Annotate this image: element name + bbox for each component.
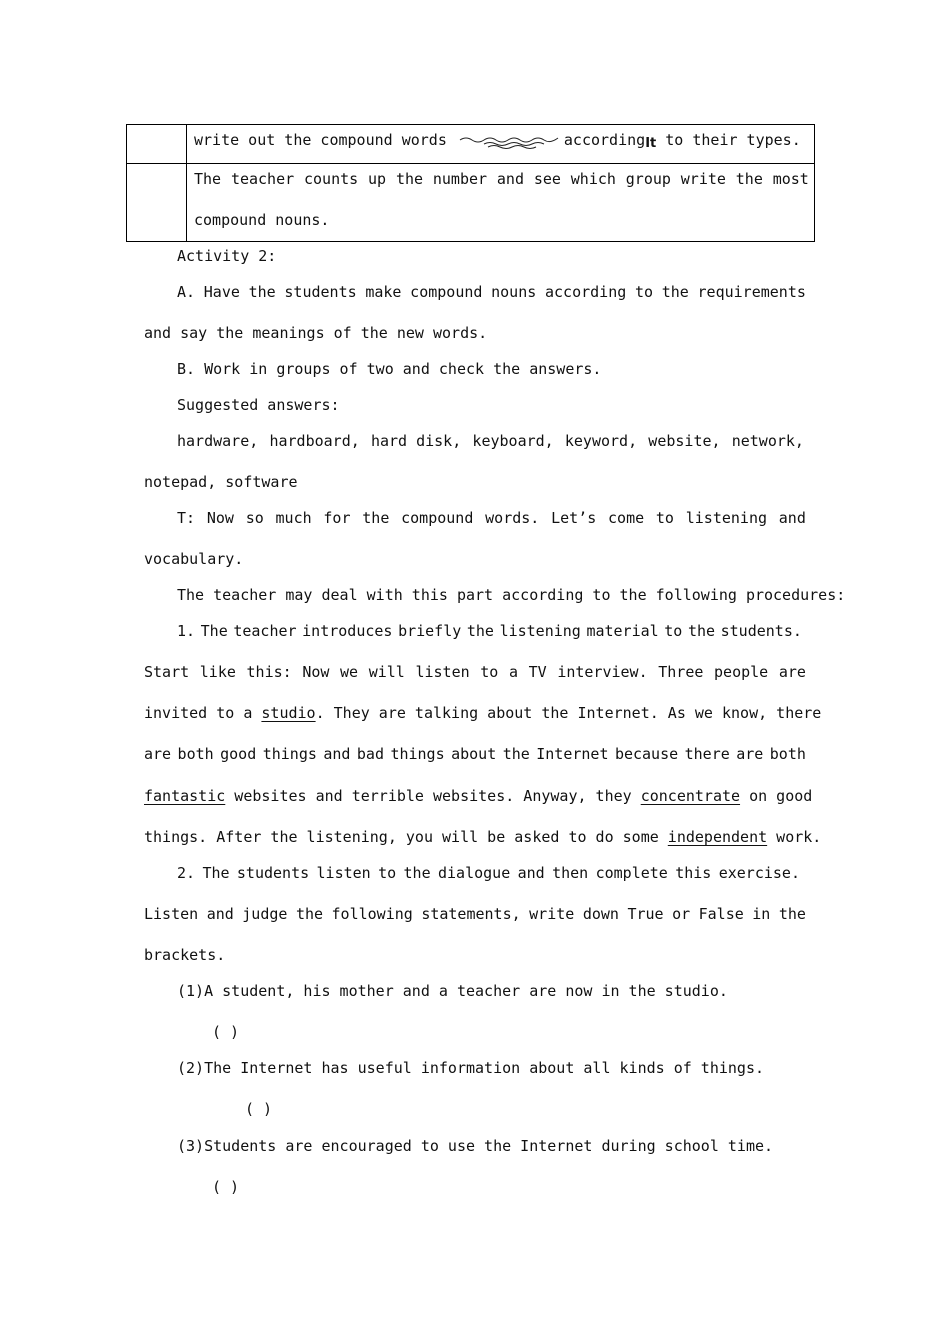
lesson-table (126, 124, 815, 242)
wavy-underline-mark (458, 132, 562, 150)
word: and (778, 509, 806, 527)
word: listen (415, 663, 470, 681)
word: and (323, 745, 351, 763)
line5-mid: websites and terrible websites. Anyway, they (225, 787, 641, 805)
word: down (582, 905, 619, 923)
word: up (368, 170, 387, 188)
word: to (664, 622, 683, 640)
table-column-divider (186, 125, 187, 241)
word: dialogue (438, 864, 511, 882)
word: material (586, 622, 659, 640)
procedure-2-line-2 (144, 905, 806, 923)
word: will (368, 663, 405, 681)
word: come (608, 509, 645, 527)
word: briefly (398, 622, 462, 640)
question-2: (2)The Internet has useful information about all kinds of things. (177, 1059, 764, 1077)
word-studio: studio (261, 704, 316, 722)
word: to (378, 864, 397, 882)
answer-bracket-3[interactable]: ( ) (212, 1178, 240, 1196)
word: A. (177, 283, 196, 301)
procedure-1-line-5 (144, 787, 812, 805)
word: Have (203, 283, 240, 301)
word: a (508, 663, 518, 681)
word: Let’s (551, 509, 597, 527)
word: True (627, 905, 664, 923)
word: good (220, 745, 257, 763)
word: much (275, 509, 312, 527)
word: things (262, 745, 317, 763)
word: teacher (233, 622, 297, 640)
word: people (714, 663, 769, 681)
word-independent: independent (667, 828, 768, 846)
word: keyword, (564, 432, 638, 450)
word: 2. (177, 864, 196, 882)
word: the (362, 509, 390, 527)
word: The (194, 170, 222, 188)
word: hard disk, (370, 432, 462, 450)
word: then (552, 864, 589, 882)
word: according (544, 283, 627, 301)
word: The (200, 622, 228, 640)
word: listen (316, 864, 371, 882)
procedure-1-line-3 (144, 704, 821, 722)
word: listening (499, 622, 581, 640)
word: False (698, 905, 744, 923)
line3-pre: invited to a (144, 704, 262, 722)
word: number (432, 170, 488, 188)
word: the (395, 170, 424, 188)
word: students. (720, 622, 802, 640)
row1-text-before: write out the compound words (194, 131, 447, 149)
word: statements, (421, 905, 521, 923)
word: the (687, 622, 716, 640)
answers-line-1 (177, 432, 804, 450)
word: there (684, 745, 730, 763)
word: this: (246, 663, 292, 681)
word: listening (685, 509, 768, 527)
word: things (390, 745, 445, 763)
word: are (736, 745, 764, 763)
word: the (661, 283, 689, 301)
word: write (680, 170, 726, 188)
word: which (570, 170, 616, 188)
word: Internet (536, 745, 609, 763)
word: the (248, 283, 276, 301)
word: make (365, 283, 402, 301)
word: exercise. (718, 864, 800, 882)
activity-heading: Activity 2: (177, 247, 277, 265)
word: the (295, 905, 324, 923)
word: because (614, 745, 679, 763)
teacher-line-2: vocabulary. (144, 550, 244, 568)
word: to (634, 283, 654, 301)
word: hardboard, (269, 432, 360, 450)
word: or (672, 905, 691, 923)
word: Listen (144, 905, 199, 923)
word: and (517, 864, 545, 882)
word: network, (731, 432, 804, 450)
word: interview. (557, 663, 648, 681)
procedures-line: The teacher may deal with this part according to the following procedures: (177, 586, 846, 604)
word: see (533, 170, 561, 188)
word: Now (302, 663, 330, 681)
item-b-line: B. Work in groups of two and check the answers. (177, 360, 602, 378)
word: compound (410, 283, 483, 301)
word: are (778, 663, 806, 681)
word: the (403, 864, 431, 882)
line6-post: work. (767, 828, 822, 846)
line3-post: . They are talking about the Internet. As we know, there (315, 704, 822, 722)
procedure-1-line-1 (177, 622, 802, 640)
word: we (340, 663, 359, 681)
answers-line-2: notepad, software (144, 473, 298, 491)
word: counts (304, 170, 359, 188)
word: in (752, 905, 771, 923)
word: requirements (697, 283, 806, 301)
word: following (331, 905, 413, 923)
word: nouns (491, 283, 537, 301)
word: compound (401, 509, 474, 527)
word: and (496, 170, 524, 188)
word: Now (206, 509, 234, 527)
procedure-2-line-3: brackets. (144, 946, 226, 964)
word: write (529, 905, 575, 923)
word: the (502, 745, 530, 763)
table-row-divider (127, 163, 814, 164)
table-row-2-line-2: compound nouns. (194, 211, 330, 229)
question-1: (1)A student, his mother and a teacher are now in the studio. (177, 982, 728, 1000)
procedure-1-line-2 (144, 663, 806, 681)
word: the (778, 905, 806, 923)
word: keyboard, (472, 432, 554, 450)
procedure-1-line-4 (144, 745, 806, 763)
word-concentrate: concentrate (640, 787, 741, 805)
word: hardware, (177, 432, 259, 450)
procedure-1-line-6 (144, 828, 821, 846)
item-a-line-2: and say the meanings of the new words. (144, 324, 488, 342)
word: Start (144, 663, 190, 681)
word: the (735, 170, 763, 188)
word: Three (658, 663, 704, 681)
word: introduces (302, 622, 393, 640)
word: to (655, 509, 674, 527)
word: students (236, 864, 310, 882)
procedure-2-line-1 (177, 864, 800, 882)
word: T: (177, 509, 196, 527)
teacher-line-1 (177, 509, 806, 527)
word: website, (648, 432, 721, 450)
word: words. (485, 509, 540, 527)
row1-text-after: to their types. (656, 131, 801, 149)
word: for (323, 509, 351, 527)
word: most (772, 170, 809, 188)
line6-pre: things. After the listening, you will be asked to do some (144, 828, 668, 846)
suggested-answers-heading: Suggested answers: (177, 396, 340, 414)
word: group (625, 170, 671, 188)
word: complete (595, 864, 668, 882)
word: about (451, 745, 497, 763)
word: and (206, 905, 234, 923)
word: like (199, 663, 236, 681)
word: bad (356, 745, 384, 763)
table-row-1-text (194, 131, 809, 151)
table-row-2-line-1 (194, 170, 809, 188)
word: students (284, 283, 357, 301)
question-3: (3)Students are encouraged to use the Internet during school time. (177, 1137, 774, 1155)
word: both (769, 745, 806, 763)
word: teacher (230, 170, 295, 188)
answer-bracket-1[interactable]: ( ) (212, 1023, 240, 1041)
word: are (144, 745, 172, 763)
answer-bracket-2[interactable]: ( ) (245, 1100, 273, 1118)
word: the (466, 622, 494, 640)
word: judge (242, 905, 288, 923)
word: 1. (177, 622, 196, 640)
word: so (245, 509, 264, 527)
item-a-line-1 (177, 283, 806, 301)
line5-post: on good (740, 787, 813, 805)
word: both (177, 745, 214, 763)
row1-mark: It (645, 136, 657, 151)
row1-text-according: according (563, 131, 646, 149)
word-fantastic: fantastic (144, 787, 226, 805)
word: TV (528, 663, 547, 681)
word: this (675, 864, 712, 882)
word: The (202, 864, 230, 882)
word: to (480, 663, 499, 681)
